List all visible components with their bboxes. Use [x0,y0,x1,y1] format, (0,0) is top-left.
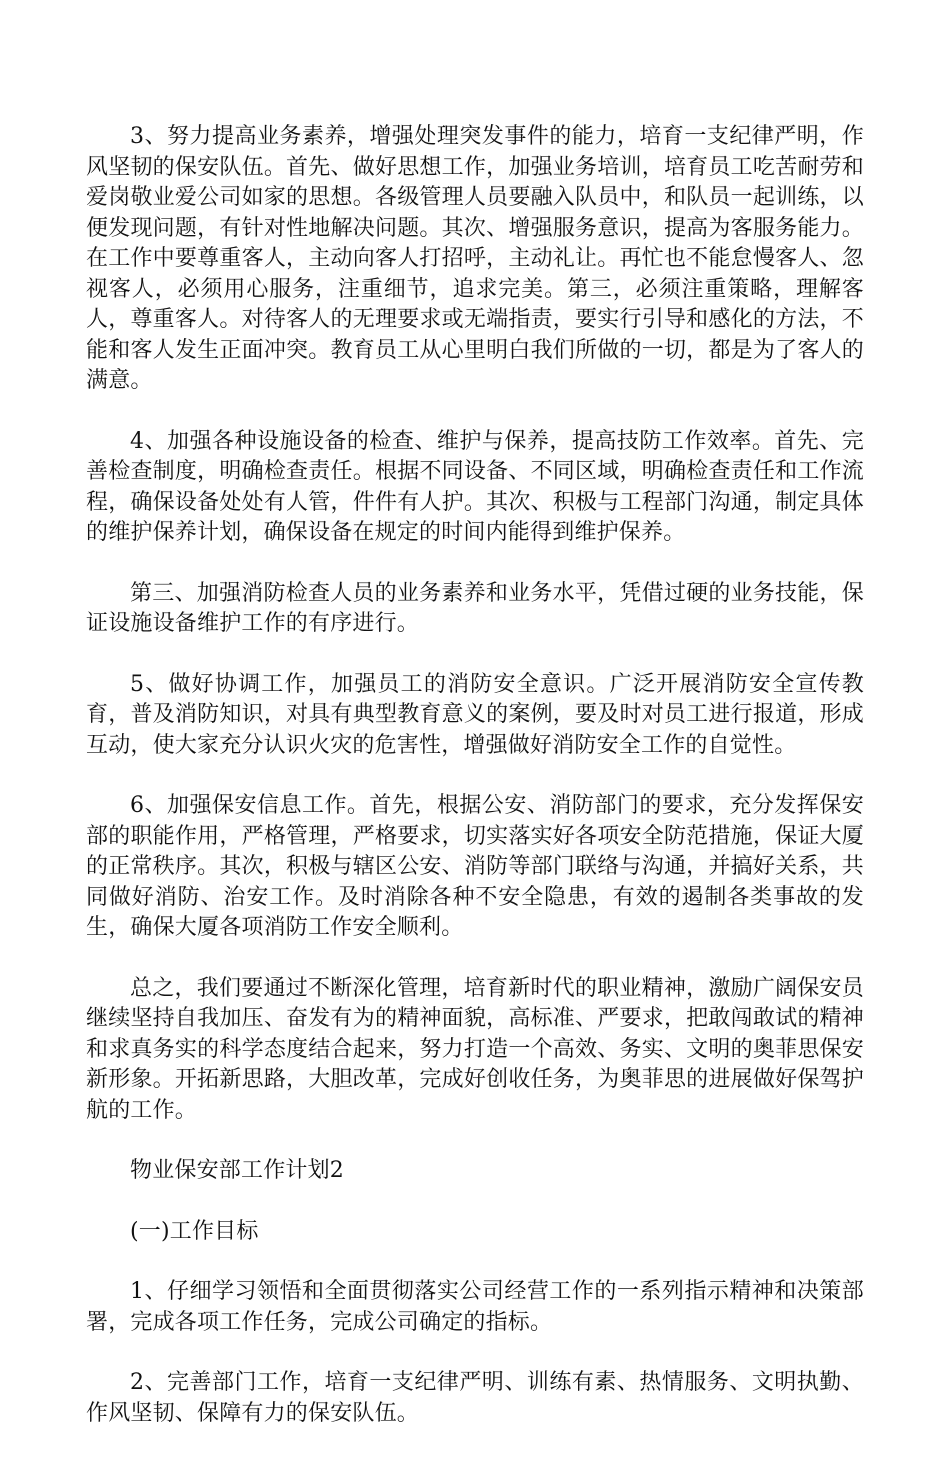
paragraph-point-6: 6、加强保安信息工作。首先，根据公安、消防部门的要求，充分发挥保安部的职能作用，严格管理，严格要求，切实落实好各项安全防范措施，保证大厦的正常秩序。其次，积极与辖区公安、消防等部门联络与沟通，并搞好关系，共同做好消防、治安工作。及时消除各种不安全隐患，有效的遏制各类事故的发生，确保大厦各项消防工作安全顺利。 [86,793,864,940]
paragraph-third: 第三、加强消防检查人员的业务素养和业务水平，凭借过硬的业务技能，保证设施设备维护工作的有序进行。 [86,580,864,636]
paragraph-summary: 总之，我们要通过不断深化管理，培育新时代的职业精神，激励广阔保安员继续坚持自我加压、奋发有为的精神面貌，高标准、严要求，把敢闯敢试的精神和求真务实的科学态度结合起来，努力打造一个高效、务实、文明的奥菲思保安新形象。开拓新思路，大胆改革，完成好创收任务，为奥菲思的进展做好保驾护航的工作。 [86,975,864,1123]
paragraph-goal-2: 2、完善部门工作，培育一支纪律严明、训练有素、热情服务、文明执勤、作风坚韧、保障有力的保安队伍。 [86,1370,864,1426]
document-page [86,122,864,1459]
paragraph-goal-1: 1、仔细学习领悟和全面贯彻落实公司经营工作的一系列指示精神和决策部署，完成各项工作任务，完成公司确定的指标。 [86,1279,864,1335]
paragraph-point-4: 4、加强各种设施设备的检查、维护与保养，提高技防工作效率。首先、完善检查制度，明确检查责任。根据不同设备、不同区域，明确检查责任和工作流程，确保设备处处有人管，件件有人护。其次、积极与工程部门沟通，制定具体的维护保养计划，确保设备在规定的时间内能得到维护保养。 [86,428,864,545]
section-title-plan-2: 物业保安部工作计划2 [130,1158,344,1183]
paragraph-point-3: 3、努力提高业务素养，增强处理突发事件的能力，培育一支纪律严明，作风坚韧的保安队伍。首先、做好思想工作，加强业务培训，培育员工吃苦耐劳和爱岗敬业爱公司如家的思想。各级管理人员要融入队员中，和队员一起训练，以便发现问题，有针对性地解决问题。其次、增强服务意识，提高为客服务能力。在工作中要尊重客人，主动向客人打招呼，主动礼让。再忙也不能怠慢客人、忽视客人，必须用心服务，注重细节，追求完美。第三，必须注重策略，理解客人，尊重客人。对待客人的无理要求或无端指责，要实行引导和感化的方法，不能和客人发生正面冲突。教育员工从心里明白我们所做的一切，都是为了客人的满意。 [86,124,864,393]
paragraph-point-5: 5、做好协调工作，加强员工的消防安全意识。广泛开展消防安全宣传教育，普及消防知识，对具有典型教育意义的案例，要及时对员工进行报道，形成互动，使大家充分认识火灾的危害性，增强做好消防安全工作的自觉性。 [86,671,864,758]
subsection-title-goals: (一)工作目标 [130,1218,259,1244]
